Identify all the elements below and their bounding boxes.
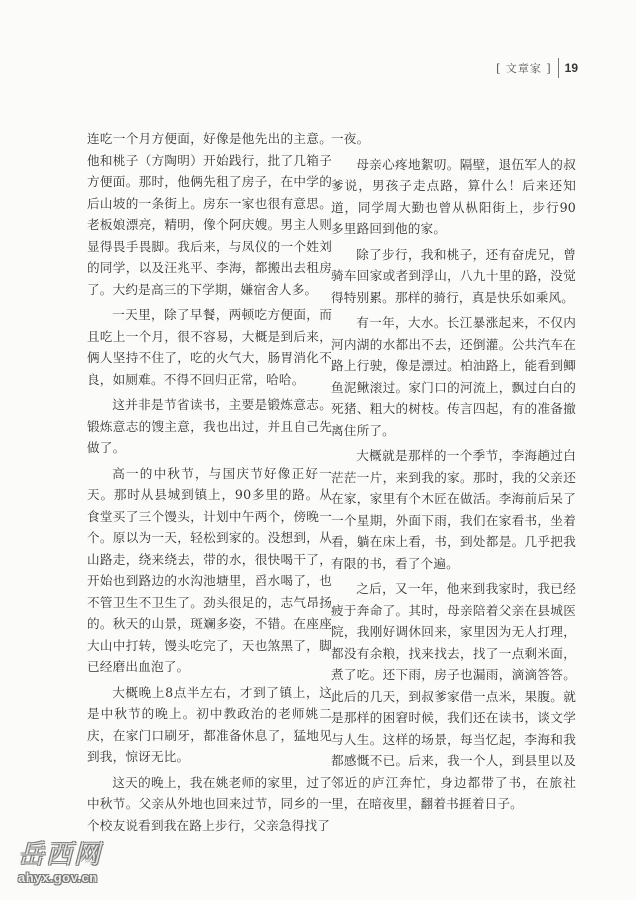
paragraph: 大概晚上8点半左右，才到了镇上，这是中秋节的晚上。初中教政治的老师姚二庆，在家门口刷牙，都准备休息了，猛地见到我，惊讶无比。 xyxy=(87,684,332,764)
paragraph: 一夜。 xyxy=(331,131,370,146)
page-number: 19 xyxy=(564,61,578,75)
paragraph: 大概就是那样的一个季节，李海趟过白茫茫一片，来到我的家。那时，我的父亲还在家，家里有个木匠在做活。李海前后呆了一个星期，外面下雨，我们在家看书，坐着看，躺在床上看，书，到处都是。几乎把我有限的书，看了个遍。 xyxy=(331,448,576,571)
section-title: [ 文章家 ] xyxy=(496,62,552,75)
site-watermark xyxy=(18,840,138,892)
header-divider xyxy=(558,58,559,78)
paragraph: 之后，又一年，他来到我家时，我已经疲于奔命了。其时，母亲陪着父亲在县城医院，我刚好调休回来，家里因为无人打理，都没有余粮，找来找去，找了一点剩米面，煮了吃。还下雨，房子也漏雨，滴滴答答。此后的几天，到叔爹家借一点米，果腹。就是那样的困窘时候，我们还在读书，谈文学与人生。这样的场景，每当忆起，李海和我都感慨不已。后来，我一个人，到县里以及邻近的庐江奔忙，身边都带了书，在旅社里，在暗夜里，翻着书捱着日子。 xyxy=(331,581,576,811)
running-header xyxy=(496,58,578,78)
watermark-logo: 岳西网 xyxy=(18,840,103,870)
paragraph: 这天的晚上，我在姚老师的家里，过了中秋节。父亲从外地也回来过节，同乡的一个校友说看到我在路上步行，父亲急得找了 xyxy=(87,774,332,833)
paragraph: 母亲心疼地絮叨。隔壁，退伍军人的叔爹说，男孩子走点路，算什么！后来还知道，同学周大勤也曾从枞阳街上，步行90多里路回到他的家。 xyxy=(331,156,576,236)
paragraph: 有一年，大水。长江暴涨起来，不仅内河内湖的水都出不去，还倒灌。公共汽车在路上行驶，像是漂过。柏油路上，能看到鲫鱼泥鳅滚过。家门口的河流上，飘过白白的死猪、粗大的树枝。传言四起，有的准备撤离住所了。 xyxy=(331,315,576,438)
paragraph: 这并非是节省读书，主要是锻炼意志。锻炼意志的馊主意，我也出过，并且自己先做了。 xyxy=(87,397,332,455)
paragraph: 一天里，除了早餐，两顿吃方便面，而且吃上一个月，很不容易，大概是到后来，俩人坚持不住了，吃的火气大，肠胃消化不良，如厕难。不得不回归正常，哈哈。 xyxy=(87,307,332,387)
paragraph: 除了步行，我和桃子，还有奋虎兄，曾骑车回家或者到浮山，八九十里的路，没觉得特别累。那样的骑行，真是快乐如乘风。 xyxy=(331,246,576,305)
watermark-url: ahyx.gov.cn xyxy=(18,870,98,885)
paragraph: 高一的中秋节，与国庆节好像正好一天。那时从县城到镇上，90多里的路。从食堂买了三个馒头，计划中午两个，傍晚一个。原以为一天，轻松到家的。没想到，从山路走，绕来绕去，带的水，很快喝干了，开始也到路边的水沟池塘里，舀水喝了，也不管卫生不卫生了。劲头很足的，志气昂扬的。秋天的山景，斑斓多姿，不错。在座座大山中打转，馒头吃完了，天也煞黑了，脚已经磨出血泡了。 xyxy=(87,465,332,674)
paragraph: 连吃一个月方便面，好像是他先出的主意。他和桃子（方陶明）开始践行，批了几箱子方便面。那时，他俩先租了房子，在中学的后山坡的一条街上。房东一家也很有意思。老板娘漂亮，精明，像个阿庆嫂。男主人则显得畏手畏脚。我后来，与凤仪的一个姓刘的同学，以及汪兆平、李海，都搬出去租房了。大约是高三的下学期，嫌宿舍人多。 xyxy=(87,131,332,297)
right-column xyxy=(331,128,576,819)
left-column xyxy=(87,128,332,840)
